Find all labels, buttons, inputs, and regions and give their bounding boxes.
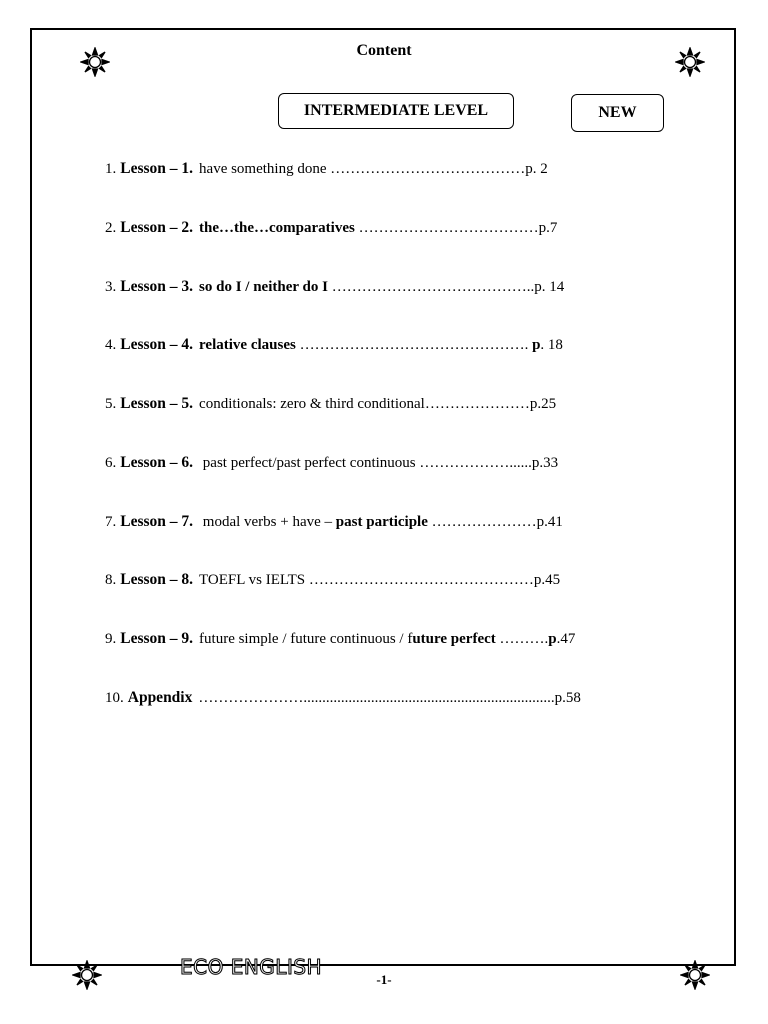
toc-item-text: so do I / neither do I [199, 279, 328, 295]
toc-item [105, 513, 563, 531]
toc-item-lesson: Lesson – 4. [120, 336, 194, 353]
toc-item-text: have something done [199, 161, 331, 177]
toc-item-lesson: Lesson – 5. [120, 395, 194, 412]
toc-item-lesson: Lesson – 6. [120, 454, 194, 471]
toc-item-text: p [532, 337, 541, 353]
toc-item [105, 689, 581, 707]
toc-item [105, 630, 575, 648]
toc-item [105, 395, 556, 413]
toc-item-text: ………………………………p.7 [354, 220, 558, 236]
toc-item-number: 4. [105, 337, 117, 353]
toc-item-text: ………………………………………. [295, 337, 533, 353]
level-badge [278, 93, 514, 129]
toc-item [105, 278, 564, 296]
toc-item-text: modal verbs + have – [199, 514, 336, 530]
toc-item-text: TOEFL vs IELTS [199, 572, 306, 588]
toc-item-text: future simple / future continuous / f [199, 631, 413, 647]
toc-item-lesson: Lesson – 2. [120, 219, 194, 236]
toc-item-number: 9. [105, 631, 117, 647]
toc-item-text: uture perfect [412, 631, 496, 647]
toc-item-lesson: Lesson – 7. [120, 513, 194, 530]
toc-item-text: . 18 [540, 337, 563, 353]
page-title: Content [356, 42, 412, 59]
toc-item-number: 3. [105, 279, 117, 295]
toc-item [105, 219, 557, 237]
toc-item-lesson: Lesson – 1. [120, 160, 194, 177]
toc-item-text: …………………………………p. 2 [330, 161, 548, 177]
toc-item-number: 10. [105, 690, 124, 706]
toc-item-text: …………………...................................................................p.58 [198, 690, 581, 706]
toc-item [105, 454, 558, 472]
toc-item-number: 6. [105, 455, 117, 471]
toc-item-text: p [548, 631, 557, 647]
brand-logo-text: ECO ENGLISH [180, 955, 323, 979]
toc-item-text: past perfect/past perfect continuous ………………......p.33 [199, 455, 559, 471]
toc-item-number: 5. [105, 396, 117, 412]
toc-item-text: ………. [495, 631, 549, 647]
toc-item-text: ………………………………………p.45 [305, 572, 561, 588]
toc-item [105, 571, 560, 589]
toc-item-lesson: Lesson – 8. [120, 571, 194, 588]
toc-item [105, 336, 563, 354]
toc-item-lesson: Appendix [127, 689, 193, 706]
toc-item-text: …………………………………..p. 14 [327, 279, 565, 295]
toc-item-text: relative clauses [199, 337, 296, 353]
toc-item-number: 1. [105, 161, 117, 177]
toc-item [105, 160, 548, 178]
toc-item-lesson: Lesson – 3. [120, 278, 194, 295]
toc-item-text: …………………p.41 [427, 514, 563, 530]
toc-item-lesson: Lesson – 9. [120, 630, 194, 647]
new-badge [571, 94, 664, 132]
level-badge-label: INTERMEDIATE LEVEL [303, 102, 489, 119]
new-badge-label: NEW [598, 104, 637, 121]
toc-item-number: 2. [105, 220, 117, 236]
toc-item-text: past participle [335, 514, 428, 530]
toc-item-text: the…the…comparatives [199, 220, 355, 236]
toc-item-number: 7. [105, 514, 117, 530]
toc-item-text: .47 [556, 631, 576, 647]
toc-item-number: 8. [105, 572, 117, 588]
page-number: -1- [376, 972, 392, 987]
toc-item-text: conditionals: zero & third conditional…………………p.25 [199, 396, 557, 412]
